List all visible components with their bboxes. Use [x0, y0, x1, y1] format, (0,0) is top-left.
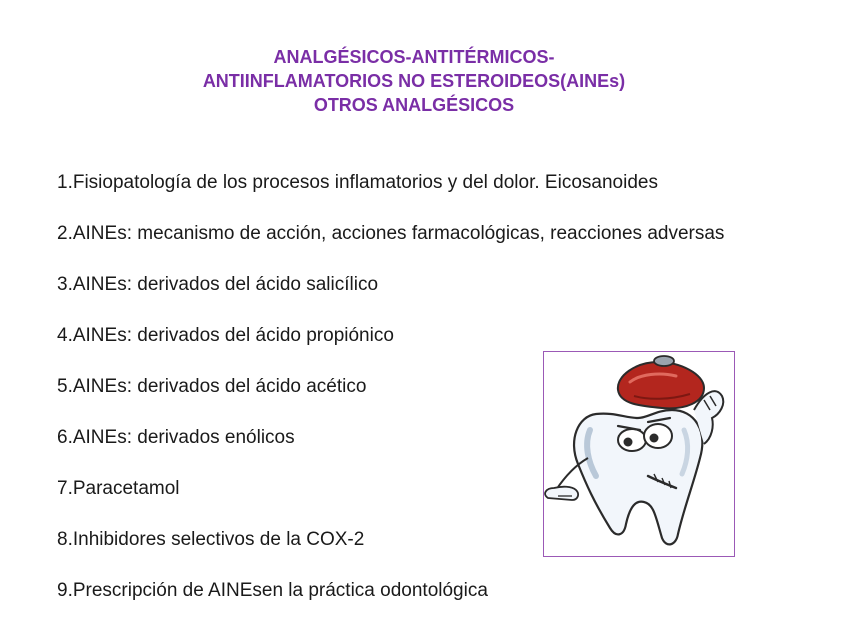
sick-tooth-illustration — [543, 351, 735, 557]
sick-tooth-ice-pack-icon — [544, 352, 733, 555]
topic-item-3: 3.AINEs: derivados del ácido salicílico — [57, 274, 379, 295]
topic-item-2: 2.AINEs: mecanismo de acción, acciones farmacológicas, reacciones adversas — [57, 223, 725, 244]
topic-item-7: 7.Paracetamol — [57, 478, 180, 499]
title-line-3: OTROS ANALGÉSICOS — [313, 95, 515, 115]
ice-pack-icon — [618, 356, 704, 408]
title-line-2: ANTIINFLAMATORIOS NO ESTEROIDEOS(AINEs) — [202, 71, 626, 91]
topic-item-5: 5.AINEs: derivados del ácido acético — [57, 376, 367, 397]
slide-title — [0, 45, 828, 117]
topic-item-8: 8.Inhibidores selectivos de la COX-2 — [57, 529, 365, 550]
topic-item-6: 6.AINEs: derivados enólicos — [57, 427, 295, 448]
topic-item-4: 4.AINEs: derivados del ácido propiónico — [57, 325, 394, 346]
topic-item-1: 1.Fisiopatología de los procesos inflamatorios y del dolor. Eicosanoides — [57, 172, 658, 193]
title-line-1: ANALGÉSICOS-ANTITÉRMICOS- — [273, 47, 555, 67]
topic-item-9: 9.Prescripción de AINEsen la práctica odontológica — [57, 580, 488, 601]
